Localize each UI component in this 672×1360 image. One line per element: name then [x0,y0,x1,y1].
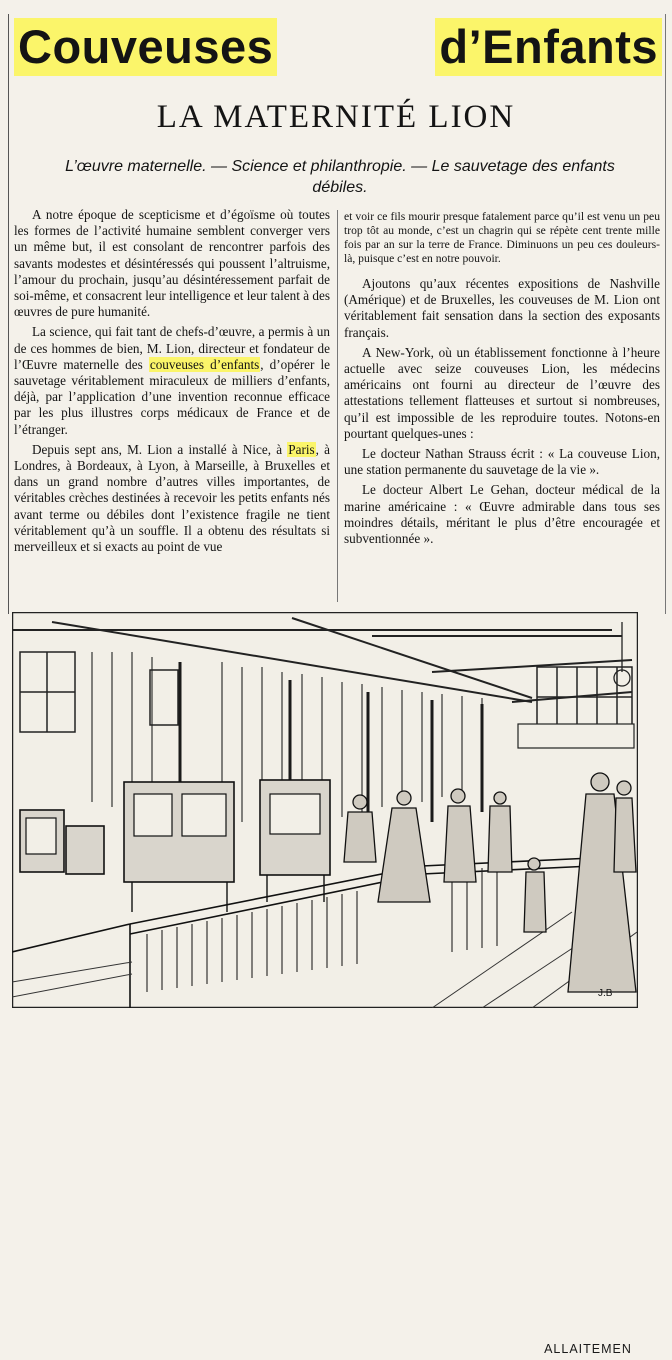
paragraph: Le docteur Albert Le Gehan, docteur médical de la marine américaine : « Œuvre admirable dans tous ses moindres détails, méritant le plus d’être encouragée et subventionnée ». [344,482,660,547]
paragraph [14,442,330,555]
text-run: Depuis sept ans, M. Lion a installé à Nice, à [32,441,288,457]
deck-summary: L’œuvre maternelle. — Science et philanthropie. — Le sauvetage des enfants débiles. [65,158,615,196]
headline-part-1: Couveuses [14,18,277,76]
continued-text: et voir ce fils mourir presque fatalement parce qu’il est venu un peu trop tôt au monde, c’est un chagrin qui se répète cent trente mille fois par an sur la terre de France. Diminuons un peu ces douleurs-là, puisque c’est en notre pouvoir. [344,210,660,265]
text-run: , à Londres, à Bordeaux, à Lyon, à Marseille, à Bruxelles et dans un grand nombre d’autres villes importantes, de véritables crèches destinées à recevoir les petits enfants nés avant terme ou débiles dont l’existence fragile ne tient véritablement qu’à un souffle. Il a obtenu des résultats si merveilleux et si exacts au point de vue [14,441,330,555]
paragraph: Ajoutons qu’aux récentes expositions de Nashville (Amérique) et de Bruxelles, les couveuses de M. Lion ont véritablement fait sensation dans la section des exposants français. [344,276,660,340]
highlight-couveuses: couveuses d’enfants [149,356,260,372]
paragraph [14,324,330,437]
highlight-paris: Paris [288,441,315,457]
text-run: La science, qui fait tant de chefs-d’œuvre, a permis à un de ces hommes de bien, M. Lion, directeur et fondateur de l’Œuvre maternelle des [14,324,330,372]
headline-part-2: d’Enfants [435,18,662,76]
allaitement-sign: ALLAITEMEN [544,1342,632,1356]
subheading: LA MATERNITÉ LION [156,99,516,135]
article-right-column [344,210,660,551]
column-separator [337,210,338,602]
engraving-drawing [12,612,638,1008]
paragraph: A notre époque de scepticisme et d’égoïsme où toutes les formes de l’activité humaine semblent converger vers un même but, il est consolant de rencontrer parfois des savants modestes et désintéressés qui poussent l’altruisme, l’amour du prochain, jusqu’au désintéressement parfait de soi-même, et consacrent leur intelligence et leur talent à des œuvres de pure humanité. [14,207,330,320]
text-run: , d’opérer le sauvetage véritablement miraculeux de milliers d’enfants, déjà, par l’application d’une invention reconnue efficace par les plus illustres corps médicaux de France et de l’étranger. [14,356,330,437]
article-left-column [14,207,330,559]
nursery-illustration [12,612,638,1356]
headline [14,18,664,76]
artist-signature: J.B [598,988,613,999]
paragraph: A New-York, où un établissement fonctionne à l’heure actuelle avec seize couveuses Lion, les médecins américains ont fourni au directeur de l’œuvre des attestations tellement flatteuses et surtout si nombreuses, qu’il est impossible de les reproduire toutes. Notons-en pourtant quelques-unes : [344,344,660,441]
paragraph: Le docteur Nathan Strauss écrit : « La couveuse Lion, une station permanente du sauvetage de la vie ». [344,446,660,478]
